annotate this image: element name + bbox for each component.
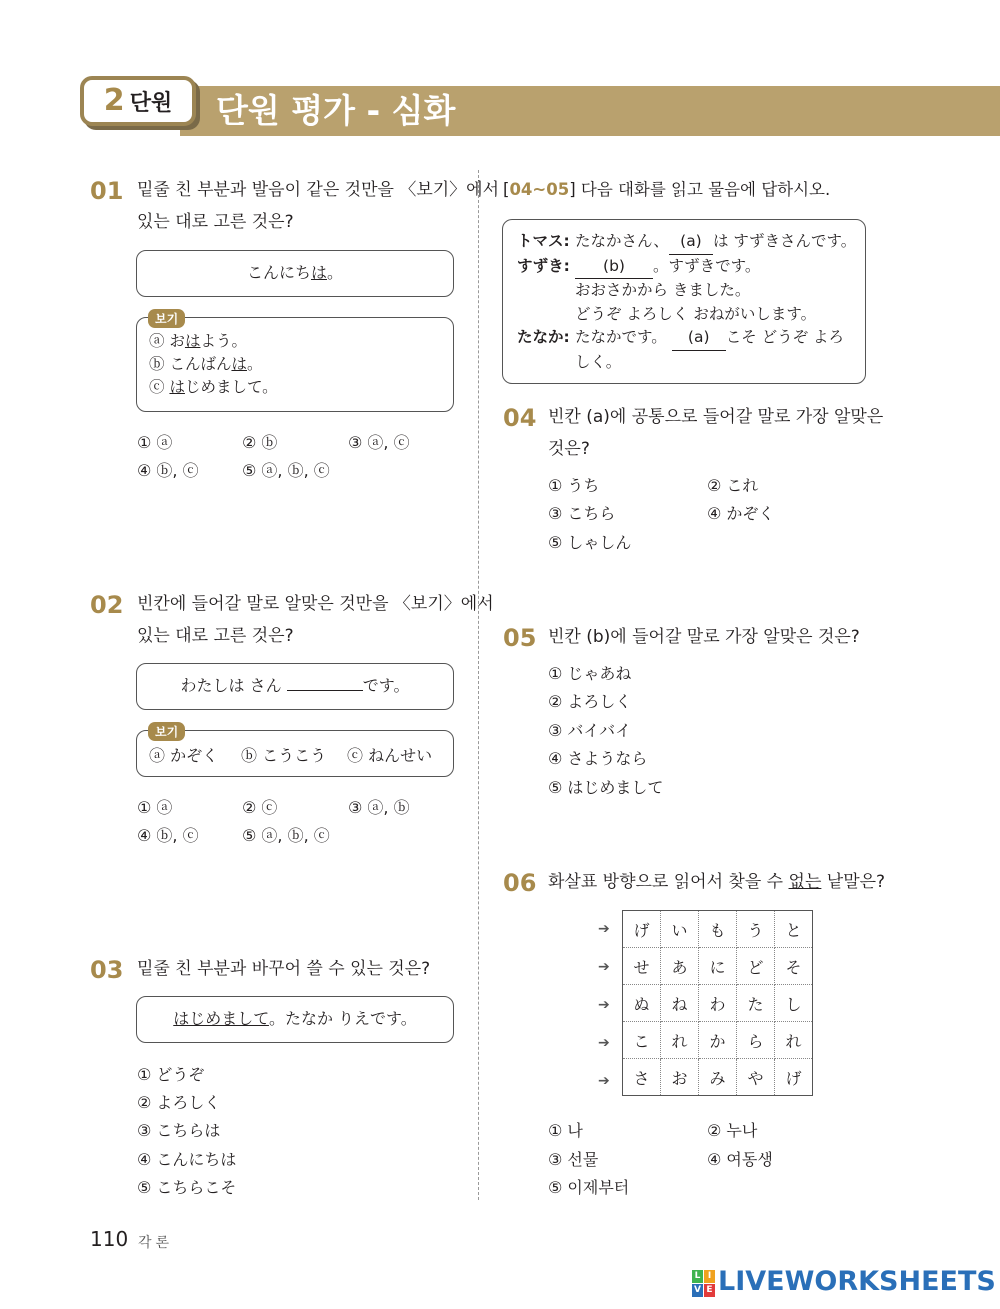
grid-cell: そ <box>775 948 813 985</box>
q04-option-5[interactable]: ⑤ しゃしん <box>548 533 632 552</box>
q06-option-1[interactable]: ① 나 <box>548 1121 583 1140</box>
grid-cell: み <box>699 1059 737 1096</box>
q01-text-line2: 있는 대로 고른 것은? <box>137 212 294 232</box>
arrow-row-3: ➔ <box>598 997 610 1013</box>
arrow-row-1: ➔ <box>598 921 610 937</box>
grid-row-2 <box>623 948 813 985</box>
dialog-line-6: しく。 <box>575 352 622 371</box>
q0405-range: 04~05 <box>509 180 570 199</box>
q06-option-4[interactable]: ④ 여동생 <box>707 1150 773 1169</box>
q02-option-4[interactable]: ④ ⓑ, ⓒ <box>137 826 199 845</box>
grid-row-4 <box>623 1022 813 1059</box>
dialog-content <box>517 230 856 374</box>
q02-sentence-box <box>136 663 454 710</box>
liveworksheets-brand[interactable]: LIVEWORKSHEETS <box>718 1266 996 1297</box>
page-number: 110 <box>90 1227 129 1251</box>
q01-bogi-a-post: よう。 <box>200 332 247 350</box>
q04-option-4[interactable]: ④ かぞく <box>707 504 775 523</box>
grid-cell: せ <box>623 948 661 985</box>
dialog-line-3: おおさかから きました。 <box>575 281 751 299</box>
grid-cell: わ <box>699 985 737 1022</box>
q01-bogi-a-ul: は <box>184 332 201 350</box>
q03-option-2[interactable]: ② よろしく <box>137 1093 221 1112</box>
dialog-l1-blank-a: (a) <box>669 230 713 255</box>
q04-text-line1: 빈칸 (a)에 공통으로 들어갈 말로 가장 알맞은 <box>548 407 884 427</box>
grid-row-1 <box>623 911 813 948</box>
q01-box-underlined: は <box>310 263 327 282</box>
q01-bogi-a-pre: お <box>169 332 185 350</box>
q02-option-1[interactable]: ① ⓐ <box>137 798 173 817</box>
grid-cell: こ <box>623 1022 661 1059</box>
arrow-row-4: ➔ <box>598 1035 610 1051</box>
arrow-row-2: ➔ <box>598 959 610 975</box>
dialog-l1-post: は すずきさんです。 <box>712 232 857 250</box>
grid-cell: さ <box>623 1059 661 1096</box>
q01-bogi-c-post: じめまして。 <box>184 378 278 396</box>
q06-text-underlined: 없는 <box>788 872 822 892</box>
grid-cell: お <box>661 1059 699 1096</box>
q01-text-line1: 밑줄 친 부분과 발음이 같은 것만을 〈보기〉에서 <box>137 180 500 200</box>
column-divider <box>478 170 479 1200</box>
q06-text <box>548 866 885 898</box>
grid-cell: ぬ <box>623 985 661 1022</box>
page-title: 단원 평가 - 심화 <box>216 91 456 130</box>
q0405-range-open: [ <box>503 180 510 199</box>
q04-option-1[interactable]: ① うち <box>548 476 600 495</box>
grid-cell: た <box>737 985 775 1022</box>
dialog-l2-blank-b: (b) <box>575 255 653 280</box>
q04-text <box>548 401 883 465</box>
grid-cell: れ <box>775 1022 813 1059</box>
dialog-speaker-tanaka: たなか: <box>517 328 570 346</box>
dialog-speaker-thomas: トマス: <box>517 232 570 250</box>
q01-bogi-a-mark: ⓐ <box>149 332 170 350</box>
grid-cell: し <box>775 985 813 1022</box>
q05-option-5[interactable]: ⑤ はじめまして <box>548 778 664 797</box>
q01-bogi-b-post: 。 <box>246 355 263 373</box>
q02-box-pre: わたしは さん <box>180 676 287 695</box>
q01-text <box>137 174 499 238</box>
q06-letter-grid <box>622 910 813 1096</box>
grid-cell: か <box>699 1022 737 1059</box>
q05-option-2[interactable]: ② よろしく <box>548 692 632 711</box>
q02-option-5[interactable]: ⑤ ⓐ, ⓑ, ⓒ <box>242 826 330 845</box>
grid-row-5 <box>623 1059 813 1096</box>
q01-box-post: 。 <box>327 263 344 282</box>
grid-cell: ね <box>661 985 699 1022</box>
unit-word: 단원 <box>129 91 173 116</box>
liveworksheets-logo-icon: L I V E <box>692 1270 716 1298</box>
q03-box-underlined: はじめまして <box>173 1009 269 1028</box>
grid-cell: い <box>661 911 699 948</box>
q04-text-line2: 것은? <box>548 439 590 459</box>
q05-option-1[interactable]: ① じゃあね <box>548 664 632 683</box>
q02-bogi-a: ⓐ かぞく <box>149 746 219 765</box>
grid-cell: げ <box>775 1059 813 1096</box>
q05-number: 05 <box>503 624 537 652</box>
q02-box-blank[interactable] <box>287 672 363 691</box>
q02-text-line2: 있는 대로 고른 것은? <box>137 626 294 646</box>
q02-option-2[interactable]: ② ⓒ <box>242 798 278 817</box>
q01-bogi-list <box>149 330 278 399</box>
dialog-l1-pre: たなかさん、 <box>575 232 669 250</box>
dialog-line-5 <box>517 326 856 351</box>
dialog-l5-blank-a: (a) <box>672 326 726 351</box>
q01-number: 01 <box>90 177 124 205</box>
dialog-l5-pre: たなかです。 <box>575 328 667 346</box>
grid-cell: も <box>699 911 737 948</box>
q01-option-4[interactable]: ④ ⓑ, ⓒ <box>137 461 199 480</box>
dialog-speaker-suzuki: すずき: <box>517 256 570 275</box>
arrow-row-5: ➔ <box>598 1073 610 1089</box>
q03-option-1[interactable]: ① どうぞ <box>137 1065 205 1084</box>
q04-number: 04 <box>503 404 537 432</box>
q01-bogi-tag: 보기 <box>148 309 185 328</box>
q02-bogi-b: ⓑ こうこう <box>241 746 327 765</box>
q02-bogi-tag: 보기 <box>148 722 185 741</box>
dialog-l5-post: こそ どうぞ よろ <box>725 328 845 346</box>
q03-option-3[interactable]: ③ こちらは <box>137 1121 221 1140</box>
q03-text: 밑줄 친 부분과 바꾸어 쓸 수 있는 것은? <box>137 959 431 979</box>
q03-box-post: 。たなか りえです。 <box>268 1009 417 1028</box>
grid-cell: ら <box>737 1022 775 1059</box>
q01-bogi-b <box>149 353 278 376</box>
q06-text-pre: 화살표 방향으로 읽어서 찾을 수 <box>548 872 789 892</box>
grid-cell: に <box>699 948 737 985</box>
q03-option-4[interactable]: ④ こんにちは <box>137 1150 237 1169</box>
grid-cell: あ <box>661 948 699 985</box>
q06-number: 06 <box>503 869 537 897</box>
dialog-box <box>502 219 866 384</box>
q0405-range-close: ] <box>569 180 576 199</box>
q05-text: 빈칸 (b)에 들어갈 말로 가장 알맞은 것은? <box>548 627 860 647</box>
grid-cell: げ <box>623 911 661 948</box>
q06-option-5[interactable]: ⑤ 이제부터 <box>548 1178 630 1197</box>
grid-cell: う <box>737 911 775 948</box>
q01-bogi-c <box>149 376 278 399</box>
grid-cell: や <box>737 1059 775 1096</box>
q0405-instruction-text: 다음 대화를 읽고 물음에 답하시오. <box>580 180 831 199</box>
grid-cell: れ <box>661 1022 699 1059</box>
q04-option-3[interactable]: ③ こちら <box>548 504 616 523</box>
q02-option-3[interactable]: ③ ⓐ, ⓑ <box>348 798 410 817</box>
q01-bogi-a <box>149 330 278 353</box>
dialog-l2-post: 。すずきです。 <box>653 256 761 275</box>
q01-option-3[interactable]: ③ ⓐ, ⓒ <box>348 433 410 452</box>
q01-sentence-box <box>136 250 454 297</box>
q03-sentence-box <box>136 996 454 1043</box>
unit-number: 2 <box>103 83 125 118</box>
q01-bogi-c-ul: は <box>169 378 185 396</box>
q01-option-5[interactable]: ⑤ ⓐ, ⓑ, ⓒ <box>242 461 330 480</box>
q06-arrows <box>598 910 618 1100</box>
q01-box-pre: こんにち <box>246 263 311 282</box>
q0405-instruction <box>503 174 830 206</box>
dialog-line-1 <box>517 230 856 255</box>
q02-box-post: です。 <box>362 676 410 695</box>
q02-text-line1: 빈칸에 들어갈 말로 알맞은 것만을 〈보기〉에서 <box>137 594 494 614</box>
q05-option-4[interactable]: ④ さようなら <box>548 749 648 768</box>
q01-bogi-b-pre: こんばん <box>169 355 232 373</box>
q04-option-2[interactable]: ② これ <box>707 476 759 495</box>
dialog-line-2 <box>517 255 856 280</box>
q06-option-3[interactable]: ③ 선물 <box>548 1150 599 1169</box>
q06-option-2[interactable]: ② 누나 <box>707 1121 758 1140</box>
q01-bogi-b-ul: は <box>231 355 247 373</box>
q01-bogi-c-mark: ⓒ <box>149 378 170 396</box>
q01-bogi-b-mark: ⓑ <box>149 355 170 373</box>
q01-bogi-box <box>136 317 454 412</box>
grid-row-3 <box>623 985 813 1022</box>
dialog-line-4: どうぞ よろしく おねがいします。 <box>575 304 817 323</box>
q03-option-5[interactable]: ⑤ こちらこそ <box>137 1178 237 1197</box>
q05-option-3[interactable]: ③ バイバイ <box>548 721 632 740</box>
q01-option-2[interactable]: ② ⓑ <box>242 433 278 452</box>
section-label: 각론 <box>138 1235 174 1251</box>
q03-number: 03 <box>90 956 124 984</box>
q02-text <box>137 588 494 652</box>
grid-cell: ど <box>737 948 775 985</box>
q02-bogi-c: ⓒ ねんせい <box>347 746 433 765</box>
q02-number: 02 <box>90 591 124 619</box>
unit-badge <box>80 76 196 126</box>
grid-cell: と <box>775 911 813 948</box>
q06-text-post: 낱말은? <box>821 872 886 892</box>
q01-option-1[interactable]: ① ⓐ <box>137 433 173 452</box>
